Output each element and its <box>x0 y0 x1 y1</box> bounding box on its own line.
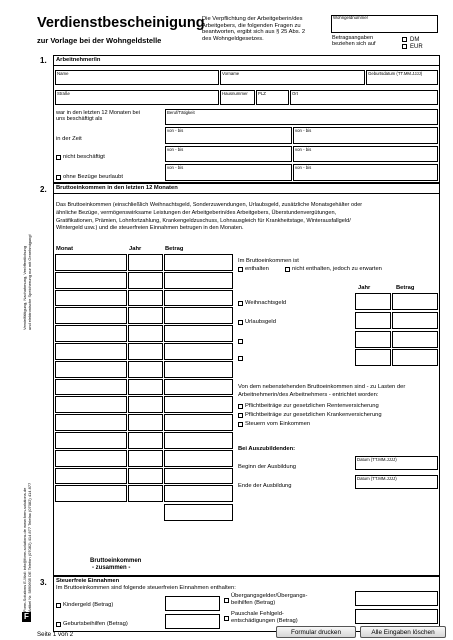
steuern-checkbox[interactable] <box>238 422 243 427</box>
section-2-title: Bruttoeinkommen in den letzten 12 Monaten <box>56 185 178 191</box>
extra-betrag-cell[interactable] <box>392 349 438 366</box>
col-monat: Monat <box>56 246 74 252</box>
summe-label-1: Bruttoeinkommen <box>90 558 142 564</box>
income-jahr-cell[interactable] <box>128 396 163 413</box>
kindergeld-field[interactable] <box>165 596 220 611</box>
income-jahr-cell[interactable] <box>128 343 163 360</box>
income-monat-cell[interactable] <box>55 485 127 502</box>
income-monat-cell[interactable] <box>55 307 127 324</box>
pauschal-label: Pauschale Fehlgeld- entschädigungen (Betrag) <box>231 611 298 624</box>
geburtsbeihilfen-field[interactable] <box>165 614 220 629</box>
ohne-bezuege-von-bis-1[interactable]: von - bis <box>165 164 292 181</box>
income-jahr-cell[interactable] <box>128 450 163 467</box>
kranken-checkbox[interactable] <box>238 413 243 418</box>
azubi-label: Bei Auszubildenden: <box>238 446 296 452</box>
sidebar-publisher <box>22 483 32 612</box>
nicht-enthalten-checkbox[interactable] <box>285 267 290 272</box>
section-3-number: 3. <box>40 578 47 587</box>
zeit-von-bis-1[interactable]: von - bis <box>165 127 292 144</box>
income-jahr-cell[interactable] <box>128 325 163 342</box>
income-betrag-cell[interactable] <box>164 325 233 342</box>
geburtsbeihilfen-label: Geburtsbeihilfen (Betrag) <box>63 621 128 627</box>
enthalten-checkbox[interactable] <box>238 267 243 272</box>
extra-jahr-cell[interactable] <box>355 331 391 348</box>
income-monat-cell[interactable] <box>55 325 127 342</box>
legal-note: Die Verpflichtung der Arbeitgeberin/des Arbeitgebers, die folgenden Fragen zu beantworten, ergibt sich aus § 25 Abs. 2 des Wohngeldgesetzes. <box>202 16 306 42</box>
income-betrag-cell[interactable] <box>164 307 233 324</box>
geburtsdatum-field[interactable]: Geburtsdatum (TT.MM.JJJJ) <box>366 70 438 85</box>
ohne-bezuege-label: ohne Bezüge beurlaubt <box>63 174 123 180</box>
income-jahr-cell[interactable] <box>128 432 163 449</box>
income-betrag-cell[interactable] <box>164 254 233 271</box>
currency-eur-label: EUR <box>410 44 423 50</box>
plz-field[interactable]: PLZ <box>256 90 289 105</box>
sidebar-copyright <box>22 234 32 330</box>
income-monat-cell[interactable] <box>55 254 127 271</box>
employed-question: war in den letzten 12 Monaten bei uns beschäftigt als <box>56 110 140 123</box>
income-jahr-cell[interactable] <box>128 485 163 502</box>
uebergang-label: Übergangsgelder/Übergangs- beihilfen (Betrag) <box>231 593 308 606</box>
income-monat-cell[interactable] <box>55 361 127 378</box>
income-monat-cell[interactable] <box>55 290 127 307</box>
income-betrag-cell[interactable] <box>164 272 233 289</box>
income-jahr-cell[interactable] <box>128 414 163 431</box>
geburtsbeihilfen-checkbox[interactable] <box>56 622 61 627</box>
col-betrag: Betrag <box>165 246 184 252</box>
income-monat-cell[interactable] <box>55 468 127 485</box>
pauschal-checkbox[interactable] <box>224 616 229 621</box>
uebergang-checkbox[interactable] <box>224 598 229 603</box>
rente-checkbox[interactable] <box>238 404 243 409</box>
extra-jahr-header: Jahr <box>358 285 371 291</box>
nicht-besch-von-bis-1[interactable]: von - bis <box>165 146 292 162</box>
ende-label: Ende der Ausbildung <box>238 483 292 489</box>
ort-field[interactable]: Ort <box>290 90 438 105</box>
income-jahr-cell[interactable] <box>128 379 163 396</box>
income-betrag-cell[interactable] <box>164 485 233 502</box>
page-subtitle: zur Vorlage bei der Wohngeldstelle <box>37 36 162 45</box>
col-jahr: Jahr <box>129 246 142 252</box>
hausnummer-field[interactable]: Hausnummer <box>220 90 255 105</box>
sidebar-line-2: und elektronische Speicherung nur mit Genehmigung! <box>27 234 32 330</box>
weihnachtsgeld-label: Weihnachtsgeld <box>245 300 287 306</box>
summe-label-2: - zusammen - <box>92 565 131 571</box>
section-3-title: Steuerfreie Einnahmen <box>56 578 120 584</box>
income-jahr-cell[interactable] <box>128 272 163 289</box>
vorname-field[interactable]: Vorname <box>220 70 365 85</box>
section-1-number: 1. <box>40 56 47 65</box>
income-jahr-cell[interactable] <box>128 361 163 378</box>
print-form-button[interactable]: Formular drucken <box>276 626 356 638</box>
income-betrag-cell[interactable] <box>164 396 233 413</box>
pauschal-field[interactable] <box>355 609 438 624</box>
extra-jahr-cell[interactable] <box>355 312 391 329</box>
sidebar-line-4: Artikel Nr. 5890605 DE Telefon (07082) 414 877 Telefax (07082) 414 877 <box>27 482 32 612</box>
extra-jahr-cell[interactable] <box>355 293 391 310</box>
income-jahr-cell[interactable] <box>128 468 163 485</box>
nicht-beschaeftigt-label: nicht beschäftigt <box>63 154 105 160</box>
income-betrag-cell[interactable] <box>164 432 233 449</box>
extra-betrag-cell[interactable] <box>392 331 438 348</box>
clear-inputs-button[interactable]: Alle Eingaben löschen <box>360 626 446 638</box>
enthalten-label: enthalten <box>245 266 269 272</box>
income-monat-cell[interactable] <box>55 450 127 467</box>
extra-betrag-cell[interactable] <box>392 312 438 329</box>
income-monat-cell[interactable] <box>55 396 127 413</box>
nicht-enthalten-label: nicht enthalten, jedoch zu erwarten <box>292 266 382 272</box>
page-title: Verdienstbescheinigung <box>37 15 205 31</box>
zeit-von-bis-2[interactable]: von - bis <box>293 127 438 144</box>
urlaubsgeld-checkbox[interactable] <box>238 320 243 325</box>
beruf-field[interactable]: Beruf/Tätigkeit <box>165 109 438 125</box>
nicht-beschaeftigt-checkbox[interactable] <box>56 155 61 160</box>
wohngeldnummer-field[interactable]: Wohngeldnummer <box>331 15 438 33</box>
strasse-field[interactable]: Straße <box>55 90 219 105</box>
currency-dm-checkbox[interactable] <box>402 37 407 42</box>
kindergeld-label: Kindergeld (Betrag) <box>63 602 114 608</box>
extra-betrag-cell[interactable] <box>392 293 438 310</box>
income-betrag-cell[interactable] <box>164 290 233 307</box>
income-monat-cell[interactable] <box>55 432 127 449</box>
section-3-intro: Im Bruttoeinkommen sind folgende steuerfreien Einnahmen enthalten: <box>56 585 236 591</box>
income-betrag-cell[interactable] <box>164 468 233 485</box>
income-monat-cell[interactable] <box>55 343 127 360</box>
income-betrag-cell[interactable] <box>164 450 233 467</box>
income-monat-cell[interactable] <box>55 414 127 431</box>
extra-betrag-header: Betrag <box>396 285 415 291</box>
weihnachtsgeld-checkbox[interactable] <box>238 301 243 306</box>
sidebar-line-1: Vervielfältigung, Nachahmung, Veröffentlichung <box>22 246 27 330</box>
page-indicator: Seite 1 von 2 <box>37 631 74 638</box>
in-der-zeit-label: in der Zeit <box>56 136 82 142</box>
betragsangaben-label: Betragsangaben beziehen sich auf <box>332 35 376 48</box>
currency-dm-label: DM <box>410 37 420 43</box>
extra-3-checkbox[interactable] <box>238 339 243 344</box>
extra-jahr-cell[interactable] <box>355 349 391 366</box>
income-jahr-cell[interactable] <box>128 254 163 271</box>
nicht-besch-von-bis-2[interactable]: von - bis <box>293 146 438 162</box>
income-total-field[interactable] <box>164 504 233 521</box>
currency-eur-checkbox[interactable] <box>402 44 407 49</box>
name-field[interactable]: Name <box>55 70 219 85</box>
income-betrag-cell[interactable] <box>164 361 233 378</box>
uebergang-field[interactable] <box>355 591 438 606</box>
beginn-label: Beginn der Ausbildung <box>238 464 297 470</box>
kindergeld-checkbox[interactable] <box>56 603 61 608</box>
section-1-title: Arbeitnehmer/in <box>56 57 101 63</box>
im-brutto-label: Im Bruttoeinkommen ist <box>238 258 299 264</box>
abzuge-text: Von dem nebenstehenden Bruttoeinkommen sind - zu Lasten der Arbeitnehmerin/des Arbeitnehmers - entrichtet worden: <box>238 384 406 398</box>
ohne-bezuege-checkbox[interactable] <box>56 175 61 180</box>
urlaubsgeld-label: Urlaubsgeld <box>245 319 276 325</box>
income-betrag-cell[interactable] <box>164 379 233 396</box>
income-betrag-cell[interactable] <box>164 343 233 360</box>
rente-label: Pflichtbeiträge zur gesetzlichen Rentenversicherung <box>245 403 379 409</box>
publisher-logo: F <box>22 612 31 622</box>
income-monat-cell[interactable] <box>55 272 127 289</box>
sidebar-line-3: Form-Solutions E-Mail: info@form-solutions.de www.form-solutions.de <box>22 487 27 612</box>
income-jahr-cell[interactable] <box>128 290 163 307</box>
steuern-label: Steuern vom Einkommen <box>245 421 311 427</box>
ohne-bezuege-von-bis-2[interactable]: von - bis <box>293 164 438 181</box>
section-2-paragraph: Das Bruttoeinkommen (einschließlich Weihnachtsgeld, Sonderzuwendungen, Urlaubsgeld, zusätzliche Monatsgehälter oder ähnliche Bezüge, vermögenswirksame Leistungen der Arbeitgeberin/des Arbeitgebers, Überstundenvergütungen, Gratifikationen, Prämien, Lohnfortzahlung, Krankengeldzuschuss, Lohnausgleich für Krankheitstage, Winterausfallgeld/ Wintergeld usw.) und die steuerfreien Einnahmen betrugen in den Monaten. <box>56 202 363 232</box>
income-monat-cell[interactable] <box>55 379 127 396</box>
income-betrag-cell[interactable] <box>164 414 233 431</box>
kranken-label: Pflichtbeiträge zur gesetzlichen Krankenversicherung <box>245 412 382 418</box>
ende-field[interactable]: Datum (TT.MM.JJJJ) <box>355 475 438 489</box>
extra-4-checkbox[interactable] <box>238 356 243 361</box>
beginn-field[interactable]: Datum (TT.MM.JJJJ) <box>355 456 438 470</box>
income-jahr-cell[interactable] <box>128 307 163 324</box>
section-2-number: 2. <box>40 185 47 194</box>
